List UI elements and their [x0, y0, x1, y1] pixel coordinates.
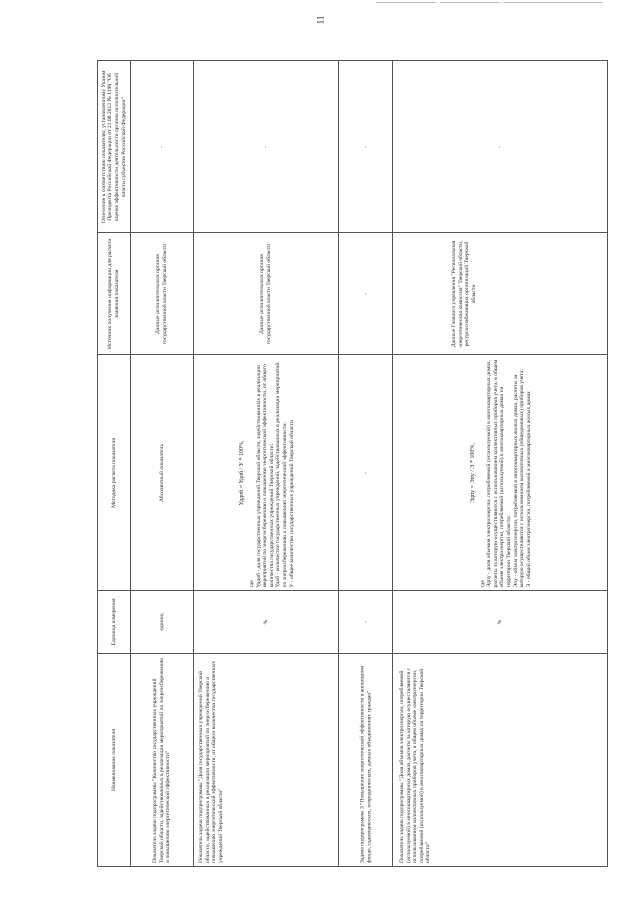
- page-number: 11: [314, 15, 325, 25]
- row3-unit: -: [362, 621, 369, 623]
- row2-name: Показатель задачи подпрограммы "Доля государственных учреждений Тверской области, задействованных в реализации мероприятий по энергосбережению и повышению энергетической эффективности, от общего количества государственных учреждений Тверской области": [198, 660, 224, 863]
- header-source: Источник получения информации для расчета значения показателя: [107, 238, 120, 349]
- header-method: Методика расчета показателя: [110, 437, 117, 508]
- row2-unit: %: [262, 619, 269, 625]
- row1-source: Данные исполнительных органов государственной власти Тверской области: [155, 243, 168, 344]
- row2-relation: -: [262, 145, 269, 148]
- row4-formula: Эдпу = Эпу / Э * 100%,: [469, 442, 476, 503]
- row3-name: Задача подпрограммы 3 "Повышение энергетической эффективности в жилищном фонде, садоводческих, огороднических, дачных объединениях граждан": [358, 666, 372, 863]
- header-name: Наименование показателя: [110, 729, 117, 791]
- row1-unit: единиц: [158, 613, 165, 631]
- row3-source: -: [362, 292, 369, 295]
- row1-relation: -: [158, 145, 165, 148]
- row4-source: Данные Главного управления "Региональная энергетическая комиссия" Тверской области, ресурсоснабжающих организаций Тверской области: [451, 240, 477, 347]
- row2-formula: Уддоб = Удоб / У * 100%,: [238, 440, 245, 505]
- row3-relation: -: [362, 145, 369, 148]
- row1-method: Абсолютный показатель: [158, 443, 165, 502]
- row4-name: Показатель задачи подпрограммы "Доля объемов электроэнергии, потребляемой (используемой) в многоквартирных домах, расчеты за которую осуществляются с использованием коллективных приборов учета, в общем объеме электроэнергии, потребляемой (используемой) в многоквартирных домах на территории Тверской области": [399, 668, 432, 863]
- row2-source: Данные исполнительных органов государственной власти Тверской области: [259, 243, 272, 344]
- row4-relation: -: [496, 145, 503, 148]
- row4-unit: %: [496, 619, 503, 625]
- row4-method: Эдпу = Эпу / Э * 100%, где Эдпу - доля объемов электроэнергии, потребляемой (используемой) в многоквартирных домах, расчеты за которую осуществляются с использованием коллективных приборов учета, в общем объеме электроэнергии, потребляемой (используемой) в многоквартирных домах на территории Тверской области; Эпу - объем электроэнергии, потребляемой в многоквартирных жилых домах, расчеты за которую осуществляются с использованием коллективных (общедомовых) приборов учета; Э - общий объем электроэнергии, потребляемой в многоквартирных жилых домах: [469, 359, 532, 587]
- header-unit: Единица измерения: [110, 598, 117, 646]
- row1-name: Показатель задачи подпрограммы "Количество государственных учреждений Тверской области, задействованных в реализации мероприятий по энергосбережению и повышению энергетической эффективности": [152, 657, 172, 863]
- header-relation: Отнесение к соответствию показателю, установленному Указом Президента Российской Федерации от 21.08.2012 № 1199 "Об оценке эффективности деятельности органов исполнительной власти субъектов Российской Федерации": [100, 70, 127, 223]
- row3-method: -: [362, 471, 369, 474]
- row2-method: Уддоб = Удоб / У * 100%, где Уддоб - доля государственных учреждений Тверской области, задействованных в реализации мероприятий по энергосбережению и повышению энергетической эффективности, от общего количества государственных учреждений Тверской области; Удоб - количество государственных учреждений, задействованных в реализации мероприятий по энергосбережению и повышению энергетической эффективности; У - общее количество государственных учреждений Тверской области: [194, 355, 338, 590]
